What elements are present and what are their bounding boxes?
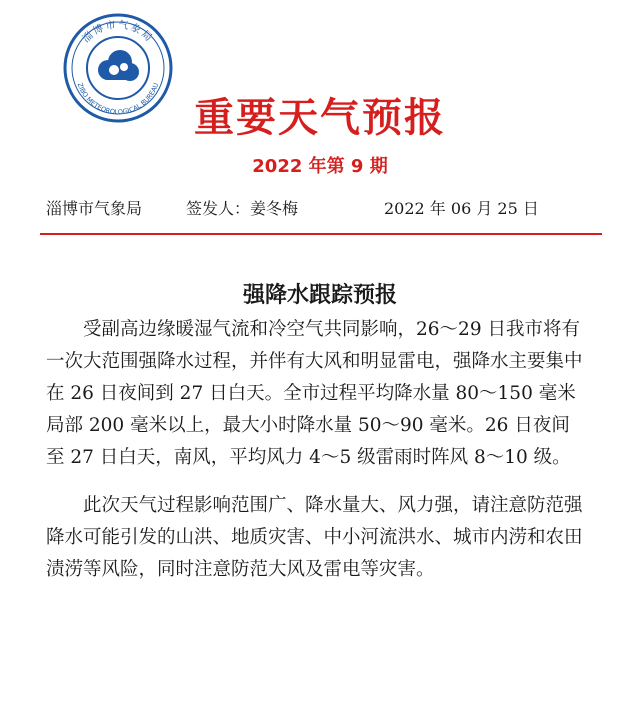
red-divider	[40, 233, 602, 235]
paragraph-warning: 此次天气过程影响范围广、降水量大、风力强，请注意防范强降水可能引发的山洪、地质灾害、中小河流洪水、城市内涝和农田渍涝等风险，同时注意防范大风及雷电等灾害。	[46, 495, 583, 580]
report-title: 重要天气预报	[194, 95, 446, 141]
article-headline: 强降水跟踪预报	[242, 283, 397, 308]
signer: 签发人：姜冬梅	[186, 199, 299, 218]
logo-name-text: 淄博市气象局	[80, 19, 156, 46]
issue-date: 2022 年 06 月 25 日	[384, 199, 539, 218]
issuing-organization: 淄博市气象局	[46, 199, 143, 218]
article-body	[46, 314, 586, 586]
logo-subtext: ZIBO METEOROLOGICAL BUREAU	[75, 81, 161, 117]
issue-number: 2022 年第 9 期	[252, 156, 388, 177]
paragraph-forecast: 受副高边缘暖湿气流和冷空气共同影响，26～29 日我市将有一次大范围强降水过程，并伴有大风和明显雷电，强降水主要集中在 26 日夜间到 27 日白天。全市过程平均降水量 80～150 毫米局部 200 毫米以上，最大小时降水量 50～90 毫米。26 日夜间至 27 日白天，南风，平均风力 4～5 级雷雨时阵风 8～10 级。	[46, 319, 583, 468]
